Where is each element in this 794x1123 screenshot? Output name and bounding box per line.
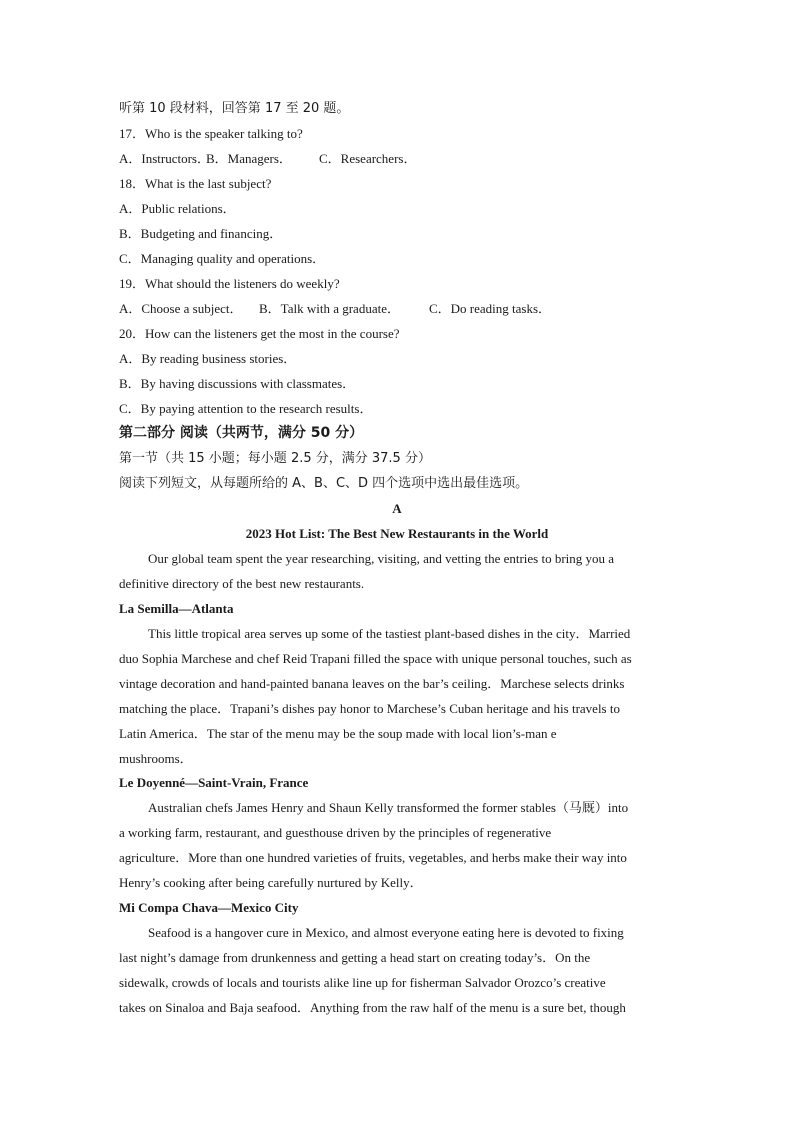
entry-line: matching the place．Trapani’s dishes pay honor to Marchese’s Cuban heritage and his travels to [119,701,620,716]
entry-line: a working farm, restaurant, and guesthouse driven by the principles of regenerative [119,825,552,840]
entry-line: mushrooms． [119,751,193,766]
passage-title: 2023 Hot List: The Best New Restaurants in the World [245,526,549,541]
question-20-stem: 20．How can the listeners get the most in the course? [119,326,400,341]
listening-instruction: 听第 10 段材料，回答第 17 至 20 题。 [119,101,350,116]
entry-line: vintage decoration and hand-painted banana leaves on the bar’s ceiling．Marchese selects drinks [119,676,625,691]
option-b[interactable]: B．Talk with a graduate． [259,301,400,316]
entry-line: Latin America．The star of the menu may be the soup made with local lion’s-man e [119,726,557,741]
question-18-stem: 18．What is the last subject? [119,176,272,191]
entry-line: This little tropical area serves up some of the tastiest plant-based dishes in the city．Married [148,626,631,641]
intro-line: Our global team spent the year researching, visiting, and vetting the entries to bring you a [148,551,615,566]
entry-line: Australian chefs James Henry and Shaun Kelly transformed the former stables（马厩）into [148,800,629,815]
question-19-options [119,301,551,317]
option-a[interactable]: A．Instructors． [119,151,210,166]
entry-line: agriculture．More than one hundred varieties of fruits, vegetables, and herbs make their way into [119,850,627,865]
section-one-title: 第一节（共 15 小题；每小题 2.5 分，满分 37.5 分） [119,451,431,466]
entry-heading: La Semilla—Atlanta [119,601,234,616]
entry-heading: Mi Compa Chava—Mexico City [119,900,299,915]
part-two-title: 第二部分 阅读（共两节，满分 50 分） [119,425,364,441]
question-18-option-c[interactable]: C．Managing quality and operations． [119,251,326,266]
question-17-stem: 17．Who is the speaker talking to? [119,126,303,141]
option-a[interactable]: A．Choose a subject． [119,301,243,316]
entry-line: last night’s damage from drunkenness and getting a head start on creating today’s．On the [119,950,591,965]
passage-letter: A [392,501,402,516]
entry-line: Henry’s cooking after being carefully nurtured by Kelly． [119,875,423,890]
question-20-option-a[interactable]: A．By reading business stories． [119,351,297,366]
question-18-option-b[interactable]: B．Budgeting and financing． [119,226,283,241]
option-b[interactable]: B．Managers． [206,151,292,166]
entry-line: sidewalk, crowds of locals and tourists alike line up for fisherman Salvador Orozco’s creative [119,975,606,990]
entry-line: takes on Sinaloa and Baja seafood．Anything from the raw half of the menu is a sure bet, though [119,1000,626,1015]
reading-instruction: 阅读下列短文，从每题所给的 A、B、C、D 四个选项中选出最佳选项。 [119,476,529,491]
question-17-options [119,151,416,167]
question-20-option-c[interactable]: C．By paying attention to the research results． [119,401,373,416]
intro-line: definitive directory of the best new restaurants. [119,576,365,591]
question-20-option-b[interactable]: B．By having discussions with classmates． [119,376,356,391]
option-c[interactable]: C．Researchers． [319,151,417,166]
question-19-stem: 19．What should the listeners do weekly? [119,276,340,291]
entry-line: Seafood is a hangover cure in Mexico, and almost everyone eating here is devoted to fixing [148,925,624,940]
question-18-option-a[interactable]: A．Public relations． [119,201,236,216]
entry-heading: Le Doyenné—Saint-Vrain, France [119,775,309,790]
entry-line: duo Sophia Marchese and chef Reid Trapani filled the space with unique personal touches, such as [119,651,632,666]
option-c[interactable]: C．Do reading tasks． [429,301,552,316]
